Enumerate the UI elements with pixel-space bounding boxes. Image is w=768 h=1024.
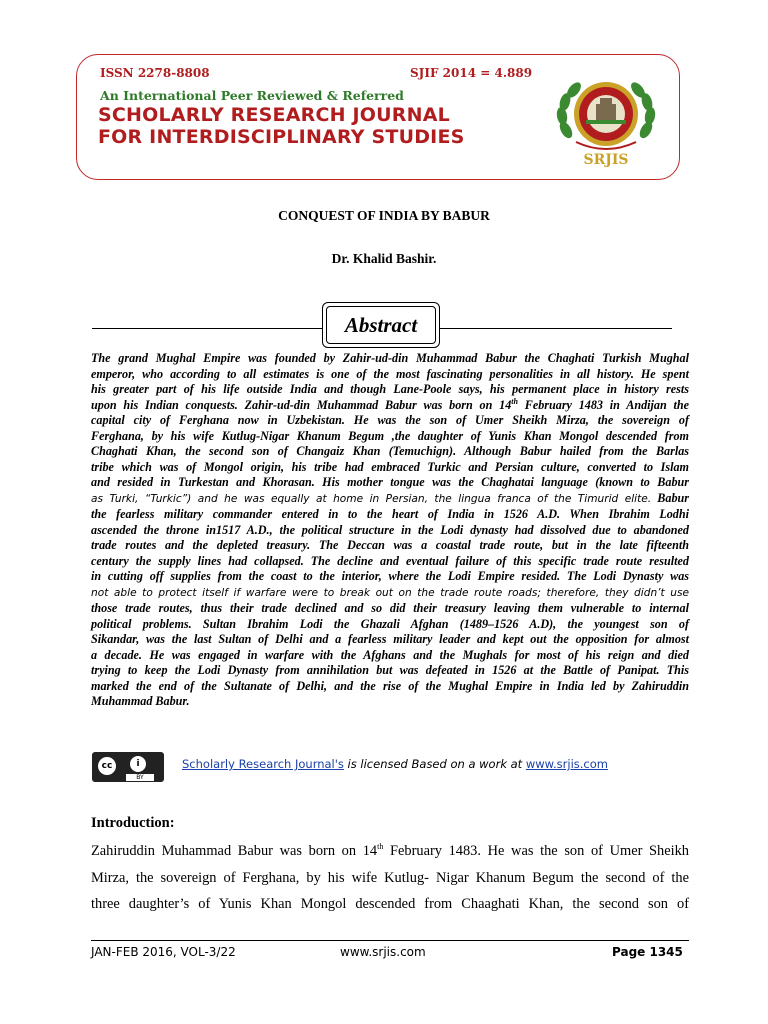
- abstract-heading: Abstract: [326, 306, 436, 344]
- abstract-line-text: February 1483 in Andijan the: [517, 397, 689, 412]
- footer-website: www.srjis.com: [340, 945, 426, 959]
- sjif-label: SJIF 2014 = 4.889: [410, 66, 533, 80]
- footer-rule: [91, 940, 689, 941]
- abstract-line: a decade. He was engaged in warfare with the Afghans and the Mughals for most of his reign and died: [91, 647, 689, 662]
- abstract-heading-box: [322, 302, 440, 348]
- body-line: Mirza, the sovereign of Ferghana, by his wife Kutlug- Nigar Khanum Begum the second of the: [91, 869, 689, 886]
- abstract-line: Ferghana, by his wife Kutlug-Nigar Khanum Begum ,the daughter of Yunis Khan Mongol descended from: [91, 428, 689, 443]
- abstract-line: [91, 585, 689, 602]
- abstract-line: century the supply lines had collapsed. The decline and eventual failure of this specific trade route resulted: [91, 553, 689, 568]
- site-link[interactable]: www.srjis.com: [525, 757, 608, 771]
- by-label: BY: [126, 774, 154, 781]
- abstract-line: and resided in Turkestan and Khorasan. His mother tongue was the Chaghatai language (known to Babur: [91, 475, 689, 490]
- introduction-heading: Introduction:: [91, 815, 175, 831]
- license-text: is licensed Based on a work at: [343, 757, 526, 771]
- srjis-logo-icon: [552, 76, 660, 168]
- abstract-line: trade routes and the depleted treasury. The Deccan was a coastal trade route, but in the late fifteenth: [91, 538, 689, 553]
- paper-author: Dr. Khalid Bashir.: [331, 251, 437, 266]
- abstract-line: Sikandar, was the last Sultan of Delhi and a fearless military leader and kept out the opposition for almost: [91, 632, 689, 647]
- issn-label: ISSN 2278-8808: [100, 66, 210, 80]
- abstract-line: those trade routes, thus their trade declined and so did their treasury leaving them vulnerable to internal: [91, 601, 689, 616]
- paper-title: CONQUEST OF INDIA BY BABUR: [278, 208, 490, 223]
- cc-icon: cc: [96, 755, 118, 777]
- superscript: th: [511, 396, 518, 406]
- peer-reviewed-label: An International Peer Reviewed & Referred: [100, 88, 404, 103]
- abstract-line: [91, 398, 689, 414]
- abstract-line: tribe which was of Mongol origin, his tribe had embraced Turkic and Persian culture, converted to Islam: [91, 459, 689, 474]
- page-number: Page 1345: [612, 945, 683, 959]
- abstract-body: [91, 351, 689, 710]
- abstract-line: emperor, who according to all estimates is one of the most fascinating personalities in all history. He spent: [91, 366, 689, 381]
- cc-by-license-icon[interactable]: [92, 752, 164, 782]
- attribution-icon: i: [128, 754, 148, 774]
- logo-text: SRJIS: [583, 152, 629, 168]
- introduction-body: [91, 838, 689, 918]
- body-line: three daughter’s of Yunis Khan Mongol descended from Chaaghati Khan, the second son of: [91, 896, 689, 912]
- superscript: th: [377, 842, 384, 852]
- abstract-line: political problems. Sultan Ibrahim Lodi the Ghazali Afghan (1489–1526 A.D), the youngest son of: [91, 616, 689, 631]
- abstract-line-text: as Turki, “Turkic”) and he was equally at home in Persian, the lingua franca of the Timurid elite.: [91, 492, 652, 505]
- abstract-line: the fearless military commander entered in to the heart of India in 1526 A.D. When Ibrahim Lodhi: [91, 507, 689, 522]
- abstract-line-text: Babur: [651, 490, 689, 505]
- license-statement: [182, 757, 608, 771]
- abstract-rule-right: [440, 328, 672, 329]
- abstract-line: The grand Mughal Empire was founded by Zahir-ud-din Muhammad Babur the Chaghati Turkish Mughal: [91, 351, 689, 365]
- body-line: [91, 838, 689, 865]
- abstract-line: ascended the throne in1517 A.D., the political structure in the Lodi dynasty had dissolved due to abandoned: [91, 522, 689, 537]
- body-line-text: Zahiruddin Muhammad Babur was born on 14: [91, 843, 378, 859]
- abstract-line: capital city of Ferghana now in Uzbekistan. He was the son of Umer Sheikh Mirza, the sovereign of: [91, 413, 689, 428]
- journal-link[interactable]: Scholarly Research Journal's: [182, 757, 344, 771]
- abstract-line: Chaghati Khan, the second son of Changaiz Khan (Temuchign). Although Babur hailed from the Barlas: [91, 444, 689, 459]
- abstract-line: Muhammad Babur.: [91, 694, 190, 709]
- journal-title-line1: SCHOLARLY RESEARCH JOURNAL: [98, 104, 450, 126]
- abstract-rule-left: [92, 328, 322, 329]
- journal-title-line2: FOR INTERDISCIPLINARY STUDIES: [98, 126, 465, 148]
- abstract-line-text: upon his Indian conquests. Zahir-ud-din Muhammad Babur was born on 14: [91, 397, 512, 412]
- abstract-line: trying to keep the Lodi Dynasty from annihilation but was defeated in 1526 at the Battle of Panipat. This: [91, 663, 689, 678]
- abstract-line: his greater part of his life outside India and though Lane-Poole says, his permanent place in history rests: [91, 382, 689, 397]
- abstract-line: in cutting off supplies from the coast to the interior, where the Lodi Empire resided. The Lodi Dynasty was: [91, 569, 689, 584]
- body-line-text: February 1483. He was the son of Umer Sheikh: [383, 843, 689, 859]
- abstract-line: marked the end of the Sultanate of Delhi, and the rise of the Mughal Empire in India led by Zahiruddin: [91, 678, 689, 693]
- issue-info: JAN-FEB 2016, VOL-3/22: [91, 945, 236, 959]
- abstract-line-text: not able to protect itself if warfare were to break out on the trade route roads; therefore, they didn’t use: [91, 586, 689, 599]
- abstract-line: [91, 491, 689, 508]
